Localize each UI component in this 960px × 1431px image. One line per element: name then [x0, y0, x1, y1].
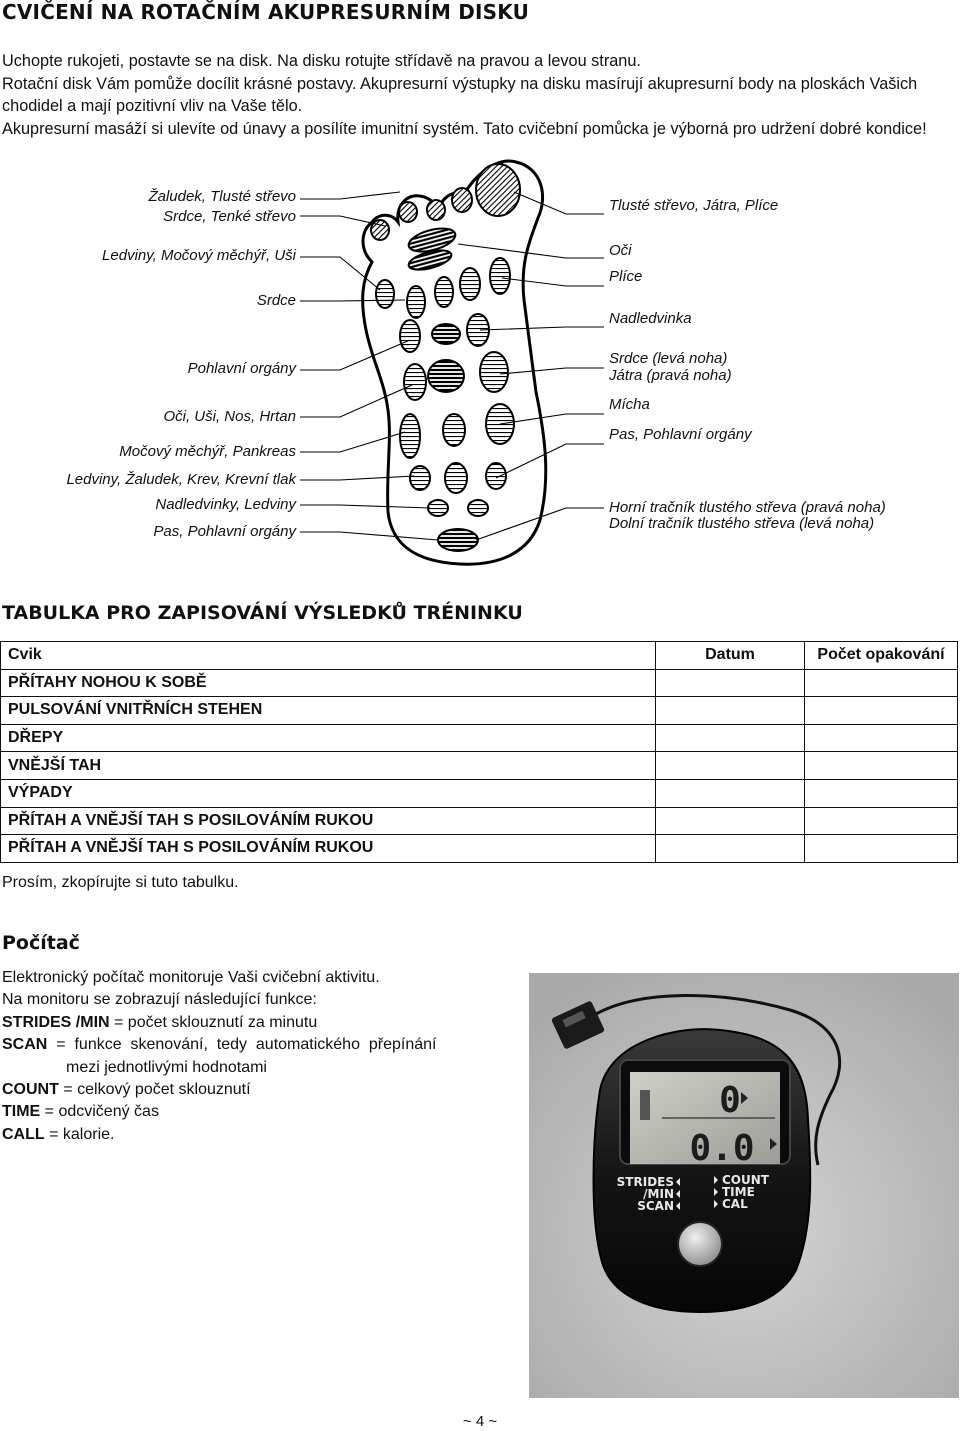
function-item [2, 1101, 482, 1123]
foot-label-right: Pas, Pohlavní orgány [609, 426, 752, 443]
computer-line: Na monitoru se zobrazují následující funkce: [2, 991, 317, 1009]
display-bottom-value: 0.0 [689, 1128, 755, 1169]
table-row [1, 669, 958, 697]
device-label-strides: STRIDES [616, 1175, 674, 1189]
date-cell[interactable] [656, 752, 805, 780]
foot-label-right: Srdce (levá noha) [609, 350, 728, 367]
display-top-value: 0 [719, 1080, 741, 1121]
foot-label-left: Močový měchýř, Pankreas [119, 443, 296, 460]
page-title: CVIČENÍ NA ROTAČNÍM AKUPRESURNÍM DISKU [2, 0, 530, 24]
count-cell[interactable] [805, 779, 958, 807]
count-cell[interactable] [805, 807, 958, 835]
function-item [2, 1012, 482, 1034]
function-key: TIME [2, 1103, 41, 1121]
date-cell[interactable] [656, 779, 805, 807]
function-text: = celkový počet sklouznutí [58, 1081, 251, 1099]
function-key: SCAN [2, 1036, 48, 1054]
device-label-scan: SCAN [637, 1199, 674, 1213]
exercise-name: DŘEPY [1, 724, 656, 752]
foot-label-right: Tlusté střevo, Játra, Plíce [609, 197, 779, 214]
function-text: = odcvičený čas [40, 1103, 159, 1121]
foot-label-right: Oči [609, 242, 632, 259]
foot-label-right: Horní tračník tlustého střeva (pravá noha) [609, 499, 886, 516]
function-text: = počet sklouznutí za minutu [109, 1013, 318, 1031]
table-row [1, 779, 958, 807]
function-item [2, 1124, 482, 1146]
foot-label-right: Dolní tračník tlustého střeva (levá noha) [609, 515, 875, 532]
date-cell[interactable] [656, 697, 805, 725]
function-key: CALL [2, 1125, 45, 1143]
results-table [0, 641, 958, 863]
table-row [1, 752, 958, 780]
foot-label-left: Nadledvinky, Ledviny [155, 496, 296, 513]
device-label-count: COUNT [722, 1173, 769, 1187]
date-cell[interactable] [656, 669, 805, 697]
foot-label-right: Plíce [609, 268, 643, 285]
foot-label-right: Játra (pravá noha) [609, 367, 732, 384]
intro-line: Rotační disk Vám pomůže docílit krásné postavy. Akupresurní výstupky na disku masírují akupresurní body na ploskách Vašich [2, 74, 918, 93]
table-row [1, 724, 958, 752]
foot-label-left: Pas, Pohlavní orgány [153, 523, 296, 540]
exercise-name: PULSOVÁNÍ VNITŘNÍCH STEHEN [1, 697, 656, 725]
foot-label-left: Srdce [256, 292, 296, 309]
foot-label-right: Mícha [609, 396, 650, 413]
count-cell[interactable] [805, 669, 958, 697]
foot-label-left: Ledviny, Močový měchýř, Uši [102, 247, 296, 264]
date-cell[interactable] [656, 807, 805, 835]
exercise-name: PŘÍTAH A VNĚJŠÍ TAH S POSILOVÁNÍM RUKOU [1, 807, 656, 835]
count-cell[interactable] [805, 835, 958, 863]
function-key: COUNT [2, 1081, 59, 1099]
count-cell[interactable] [805, 752, 958, 780]
function-continuation: mezi jednotlivými hodnotami [66, 1058, 267, 1076]
function-text: = funkce skenování, tedy automatického přepínání [47, 1036, 437, 1054]
table-header-row [1, 642, 958, 670]
header-cvik: Cvik [1, 642, 656, 670]
foot-label-right: Nadledvinka [609, 310, 692, 327]
foot-label-left: Ledviny, Žaludek, Krev, Krevní tlak [66, 471, 296, 488]
count-cell[interactable] [805, 697, 958, 725]
computer-heading: Počítač [2, 932, 80, 954]
foot-label-left: Pohlavní orgány [187, 360, 296, 377]
intro-line: chodidel a mají pozitivní vliv na Vaše tělo. [2, 97, 303, 116]
exercise-name: PŘÍTAHY NOHOU K SOBĚ [1, 669, 656, 697]
table-row [1, 835, 958, 863]
table-note: Prosím, zkopírujte si tuto tabulku. [2, 874, 239, 891]
function-item [2, 1034, 482, 1056]
function-text: = kalorie. [44, 1125, 115, 1143]
computer-device-photo [529, 973, 959, 1398]
foot-label-left: Oči, Uši, Nos, Hrtan [163, 408, 296, 425]
exercise-name: VNĚJŠÍ TAH [1, 752, 656, 780]
intro-text [2, 50, 958, 141]
function-key: STRIDES /MIN [2, 1013, 110, 1031]
computer-line: Elektronický počítač monitoruje Vaši cvičební aktivitu. [2, 969, 380, 986]
table-row [1, 807, 958, 835]
device-label-cal: CAL [722, 1197, 748, 1211]
device-label-min: /MIN [643, 1187, 674, 1201]
computer-description [2, 967, 482, 1146]
header-pocet: Počet opakování [805, 642, 958, 670]
date-cell[interactable] [656, 724, 805, 752]
foot-label-left: Žaludek, Tlusté střevo [148, 188, 296, 205]
date-cell[interactable] [656, 835, 805, 863]
exercise-name: PŘÍTAH A VNĚJŠÍ TAH S POSILOVÁNÍM RUKOU [1, 835, 656, 863]
mode-button[interactable] [678, 1222, 722, 1266]
count-cell[interactable] [805, 724, 958, 752]
device-label-time: TIME [722, 1185, 755, 1199]
foot-label-left: Srdce, Tenké střevo [163, 208, 296, 225]
table-title: TABULKA PRO ZAPISOVÁNÍ VÝSLEDKŮ TRÉNINKU [2, 602, 523, 624]
intro-line: Akupresurní masáží si ulevíte od únavy a posílíte imunitní systém. Tato cvičební pomůcka je výborná pro udržení dobré kondice! [2, 120, 927, 139]
header-datum: Datum [656, 642, 805, 670]
function-item [2, 1079, 482, 1101]
exercise-name: VÝPADY [1, 779, 656, 807]
page-number: ~ 4 ~ [462, 1413, 498, 1430]
intro-line: Uchopte rukojeti, postavte se na disk. Na disku rotujte střídavě na pravou a levou stranu. [2, 52, 641, 70]
table-row [1, 697, 958, 725]
